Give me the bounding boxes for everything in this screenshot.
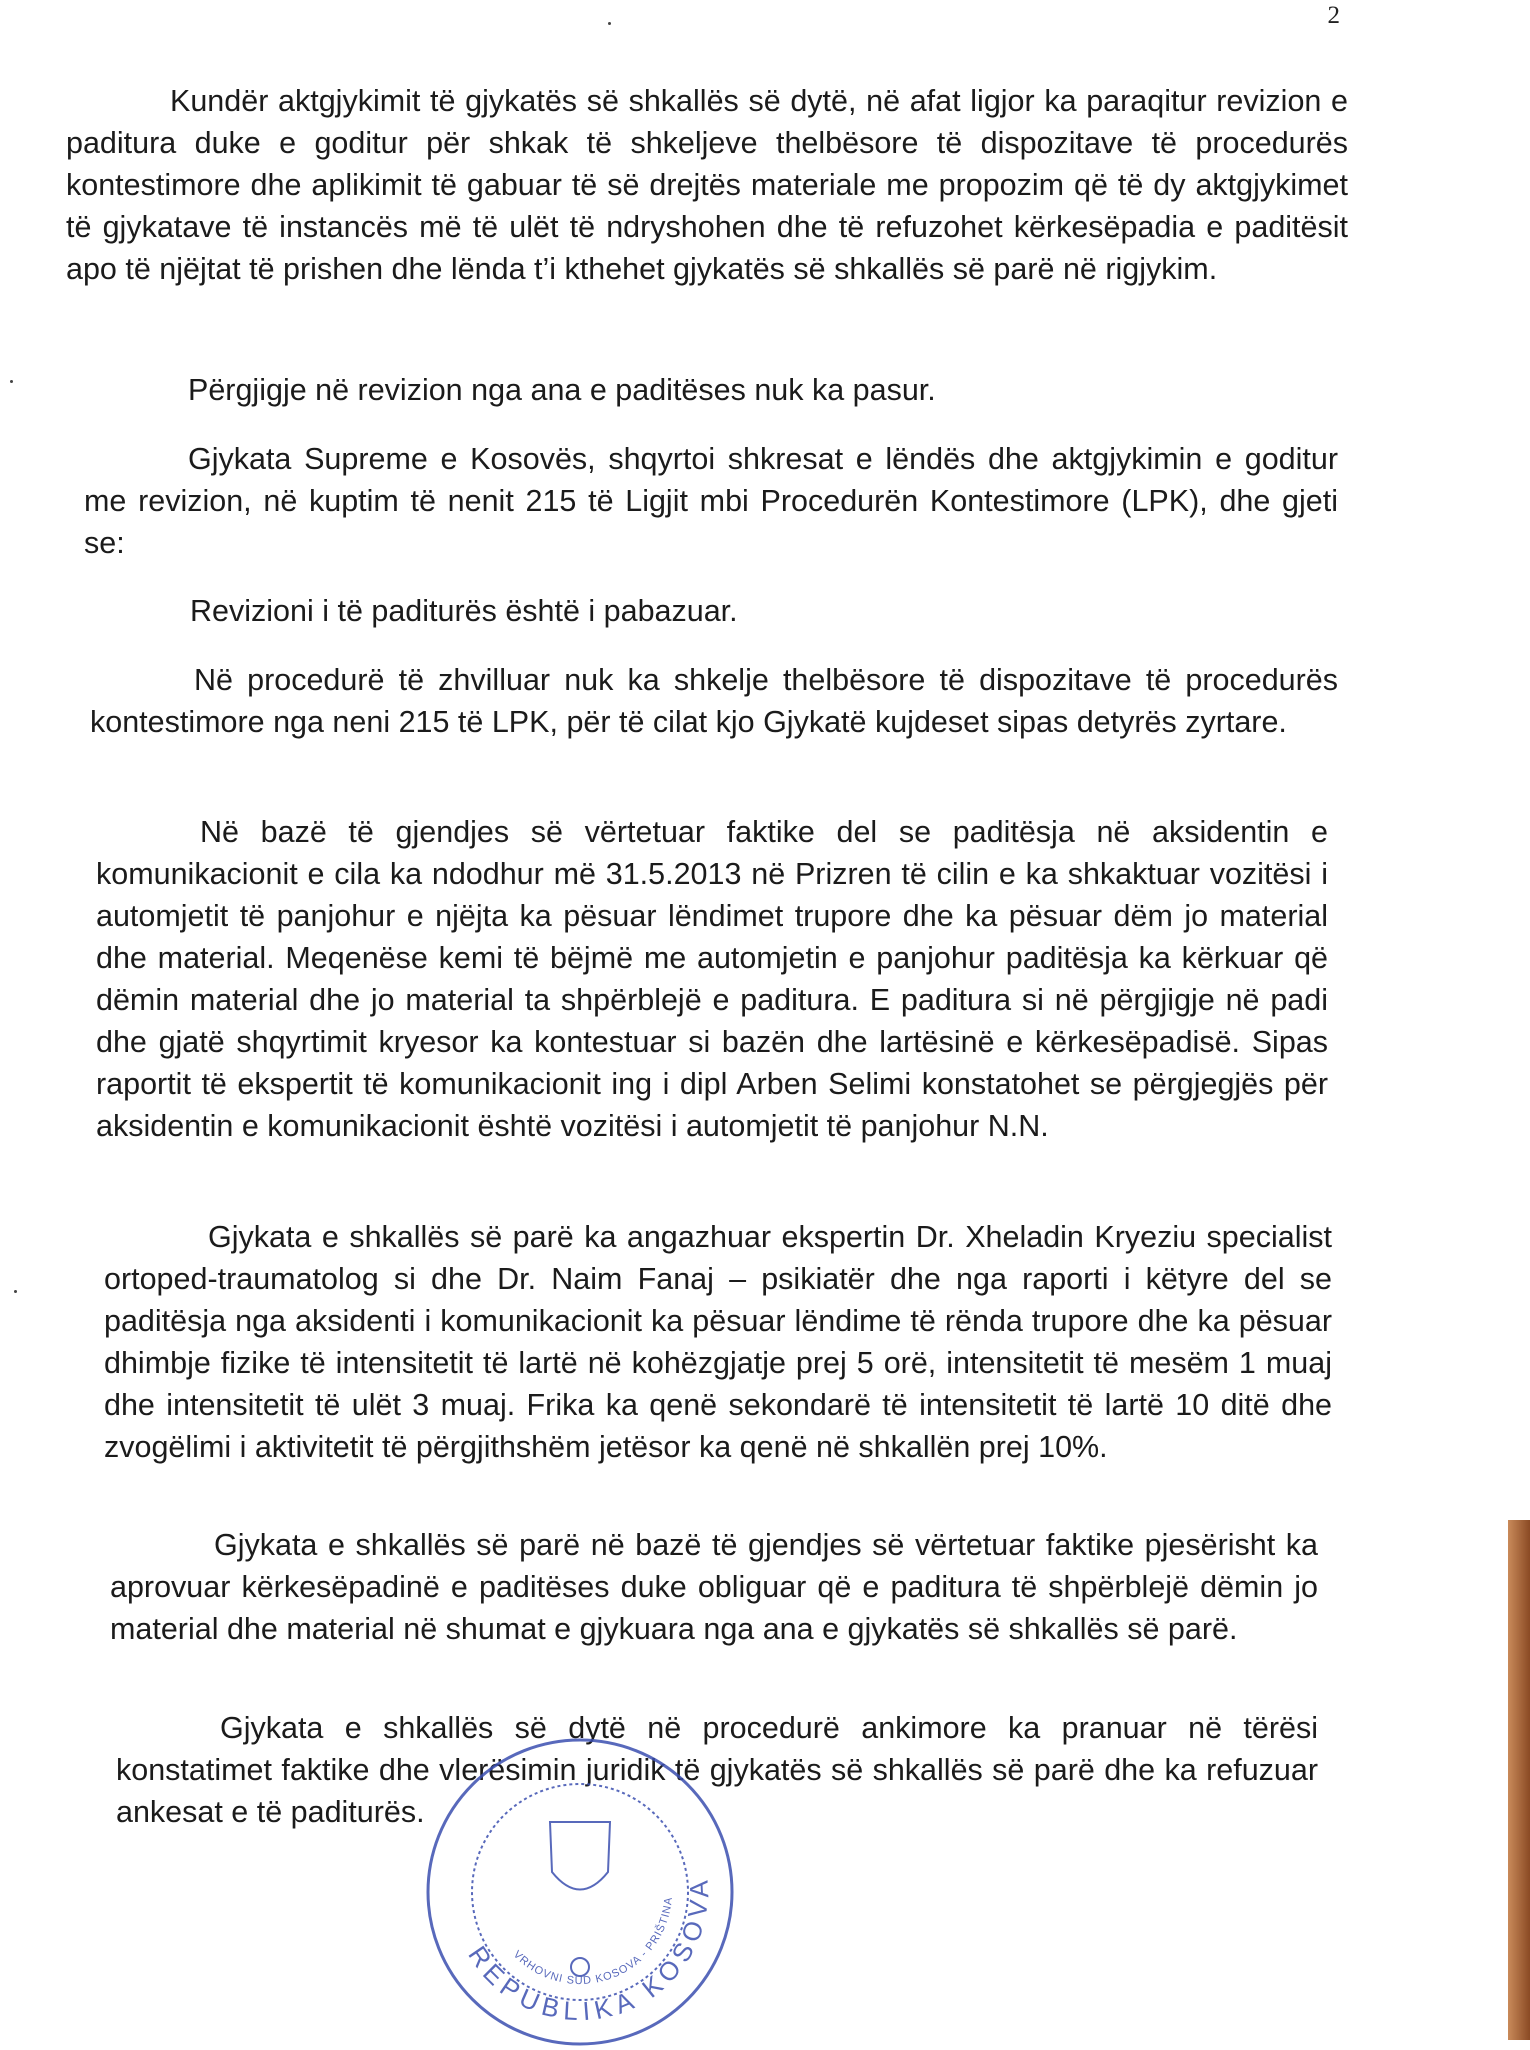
paragraph-revision-filed: Kundër aktgjykimit të gjykatës së shkallës së dytë, në afat ligjor ka paraqitur revizion e paditura duke e goditur për shkak të shkeljeve thelbësore të dispozitave të procedurës kontestimore dhe aplikimit të gabuar të së drejtës materiale me propozim që të dy aktgjykimet të gjykatave të instancës më të ulët të ndryshohen dhe të refuzohet kërkesëpadia e paditësit apo të njëjtat të prishen dhe lënda t’i kthehet gjykatës së shkallës së parë në rigjykim. xyxy=(66,84,1348,286)
scan-speck xyxy=(10,380,13,383)
scan-edge-shadow xyxy=(1508,1520,1530,2040)
stamp-inner-text: VRHOVNI SUD KOSOVA - PRIŠTINA xyxy=(510,1896,675,1988)
paragraph-second-instance-ruling: Gjykata e shkallës së dytë në procedurë ankimore ka pranuar në tërësi konstatimet faktike dhe vlerësimin juridik të gjykatës së shkallës së parë dhe ka refuzuar ankesat e të paditurës. xyxy=(116,1711,1318,1829)
paragraph-expert-findings: Gjykata e shkallës së parë ka angazhuar ekspertin Dr. Xheladin Kryeziu specialist ortoped-traumatolog si dhe Dr. Naim Fanaj – psikiatër dhe nga raporti i këtyre del se paditësja nga aksidenti i komunikacionit ka pësuar lëndime të rënda trupore dhe ka pësuar dhimbje fizike të intensitetit të lartë në kohëzgjatje prej 5 orë, intensitetit të mesëm 1 muaj dhe intensitetit të ulët 3 muaj. Frika ka qenë sekondarë të intensitetit të lartë 10 ditë dhe zvogëlimi i aktivitetit të përgjithshëm jetësor ka qenë në shkallën prej 10%. xyxy=(104,1220,1332,1464)
scan-speck xyxy=(608,22,611,25)
page-number: 2 xyxy=(1327,2,1340,29)
paragraph-no-violations: Në procedurë të zhvilluar nuk ka shkelje thelbësore të dispozitave të procedurës kontestimore nga neni 215 të LPK, për të cilat kjo Gjykatë kujdeset sipas detyrës zyrtare. xyxy=(90,663,1338,739)
paragraph-factual-state: Në bazë të gjendjes së vërtetuar faktike del se paditësja në aksidentin e komunikacionit e cila ka ndodhur më 31.5.2013 në Prizren të cilin e ka shkaktuar vozitësi i automjetit të panjohur e njëjta ka pësuar lëndimet trupore dhe ka pësuar dëm jo material dhe material. Meqenëse kemi të bëjmë me automjetin e panjohur paditësja ka kërkuar që dëmin material dhe jo material ta shpërblejë e paditura. E paditura si në përgjigje në padi dhe gjatë shqyrtimit kryesor ka kontestuar si bazën dhe lartësinë e kërkesëpadisë. Sipas raportit të ekspertit të komunikacionit ing i dipl Arben Selimi konstatohet se përgjegjës për aksidentin e komunikacionit është vozitësi i automjetit të panjohur N.N. xyxy=(96,815,1328,1143)
paragraph-no-response: Përgjigje në revizion nga ana e paditëses nuk ka pasur. xyxy=(188,373,936,407)
paragraph-first-instance-ruling: Gjykata e shkallës së parë në bazë të gjendjes së vërtetuar faktike pjesërisht ka aprovuar kërkesëpadinë e paditëses duke obliguar që e paditura të shpërblejë dëmin jo material dhe material në shumat e gjykuara nga ana e gjykatës së shkallës së parë. xyxy=(110,1528,1318,1646)
paragraph-supreme-court-review: Gjykata Supreme e Kosovës, shqyrtoi shkresat e lëndës dhe aktgjykimin e goditur me revizion, në kuptim të nenit 215 të Ligjit mbi Procedurën Kontestimore (LPK), dhe gjeti se: xyxy=(84,442,1338,560)
paragraph-revision-unfounded: Revizioni i të paditurës është i pabazuar. xyxy=(190,594,738,628)
stamp-outer-text: REPUBLIKA KOSOVA xyxy=(462,1873,715,2027)
scan-speck xyxy=(14,1290,17,1293)
court-seal-stamp xyxy=(420,1732,740,2050)
